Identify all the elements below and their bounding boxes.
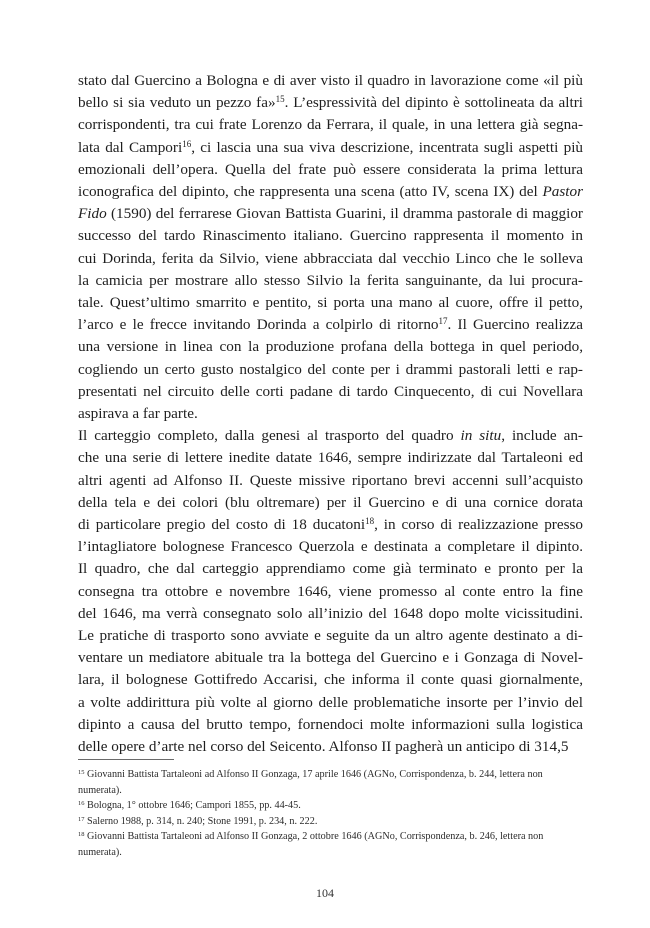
text-line: aspirava a far parte. xyxy=(78,405,198,423)
text-line: l’intagliatore bolognese Francesco Querzola e destinata a completare il dipinto. xyxy=(78,538,583,556)
text-line: cogliendo un certo gusto nostalgico del conte per i drammi pastorali letti e rap- xyxy=(78,360,583,378)
text-line: a volte addirittura più volte al giorno delle problematiche insorte per l’invio del xyxy=(78,693,583,711)
footnote xyxy=(78,798,583,814)
text-line: bello si sia veduto un pezzo fa»$^{15}$. L’espressività del dipinto è sottolineata da altri xyxy=(78,94,583,112)
footnotes xyxy=(78,767,583,861)
paragraph xyxy=(78,70,583,425)
footnote-text: Giovanni Battista Tartaleoni ad Alfonso II Gonzaga, 2 ottobre 1646 (AGNo, Corrispondenza, b. 246, lettera non numerata). xyxy=(78,831,544,858)
footnote-number: 15 xyxy=(78,769,85,776)
text-line: Fido (1590) del ferrarese Giovan Battista Guarini, il dramma pastorale di maggior xyxy=(78,205,583,223)
text-line: iconografica del dipinto, che rappresenta una scena (atto IV, scena IX) del Pastor xyxy=(78,183,583,201)
footnote xyxy=(78,767,583,798)
text-line: emozionali dell’opera. Quella del frate può essere considerata la prima lettura xyxy=(78,160,583,178)
text-line: successo del tardo Rinascimento italiano. Guercino rappresenta il momento in xyxy=(78,227,583,245)
text-line: altri agenti ad Alfonso II. Queste missive riportano brevi accenni sull’acquisto xyxy=(78,471,583,489)
text-line: dipinto a causa del brutto tempo, fornendoci molte informazioni sulla logistica xyxy=(78,715,583,733)
page-number: 104 xyxy=(316,886,334,900)
footnote-divider xyxy=(78,759,174,760)
footnote-reference: 16 xyxy=(182,138,192,149)
text-line: presentati nel circuito delle corti padane di tardo Cinquecento, di cui Novellara xyxy=(78,382,583,400)
text-line: tale. Quest’ultimo smarrito e pentito, si porta una mano al cuore, offre il petto, xyxy=(78,294,583,312)
italic-text: Fido xyxy=(78,205,107,223)
text-line: l’arco e le frecce invitando Dorinda a colpirlo di ritorno$^{17}$. Il Guercino realizza xyxy=(78,316,583,334)
footnote-text: Bologna, 1° ottobre 1646; Campori 1855, pp. 44-45. xyxy=(84,800,301,812)
footnote xyxy=(78,814,583,830)
text-line: lata dal Campori$^{16}$, ci lascia una sua viva descrizione, incentrata sugli aspetti più xyxy=(78,138,584,156)
text-line: Le pratiche di trasporto sono avviate e seguite da un altro agente destinato a di- xyxy=(78,627,583,645)
text-line: la camicia per mostrare allo stesso Silvio la ferita sanguinante, da lui procura- xyxy=(78,271,583,289)
text-line: cui Dorinda, ferita da Silvio, viene abbracciata dal vecchio Linco che le solleva xyxy=(78,249,583,267)
text-line: lara, il bolognese Gottifredo Accarisi, che informa il conte quasi giornalmente, xyxy=(78,671,583,689)
text-line: stato dal Guercino a Bologna e di aver visto il quadro in lavorazione come «il più xyxy=(78,72,583,89)
paragraph xyxy=(78,425,583,758)
text-line: delle opere d’arte nel corso del Seicento. Alfonso II pagherà un anticipo di 314,5 xyxy=(78,738,569,756)
footnote-reference: 15 xyxy=(275,94,285,105)
footnote-text: Salerno 1988, p. 314, n. 240; Stone 1991, p. 234, n. 222. xyxy=(84,815,318,827)
text-line: una versione in linea con la produzione profana della bottega in quel periodo, xyxy=(78,338,583,356)
footnote xyxy=(78,829,583,860)
text-line: ventare un mediatore abituale tra la bottega del Guercino e i Gonzaga di Novel- xyxy=(78,649,583,667)
footnote-text: Giovanni Battista Tartaleoni ad Alfonso II Gonzaga, 17 aprile 1646 (AGNo, Corrispondenza, b. 244, lettera non numerata). xyxy=(78,769,543,796)
footnote-reference: 17 xyxy=(438,316,448,327)
italic-text: in situ xyxy=(460,427,502,445)
italic-text: Pastor xyxy=(542,183,583,201)
text-line: della tela e dei colori (blu oltremare) per il Guercino e di una cornice dorata xyxy=(78,493,583,511)
text-line: Il carteggio completo, dalla genesi al trasporto del quadro in situ, include an- xyxy=(78,427,583,445)
text-line: che una serie di lettere inedite datate 1646, sempre indirizzate dal Tartaleoni ed xyxy=(78,449,583,467)
footnote-number: 18 xyxy=(78,831,85,839)
text-line: Il quadro, che dal carteggio apprendiamo come già terminato e pronto per la xyxy=(78,560,583,578)
text-line: corrispondenti, tra cui frate Lorenzo da Ferrara, il quale, in una lettera già segna- xyxy=(78,116,583,134)
footnote-number: 16 xyxy=(78,800,85,808)
text-line: di particolare pregio del costo di 18 ducatoni$^{18}$, in corso di realizzazione presso xyxy=(78,516,583,534)
main-text xyxy=(78,70,583,758)
text-line: consegna tra ottobre e novembre 1646, viene promesso al conte entro la fine xyxy=(78,582,583,600)
footnote-reference: 18 xyxy=(365,516,375,527)
footnote-number: 17 xyxy=(78,815,85,823)
text-line: del 1646, ma verrà consegnato solo all’inizio del 1648 dopo molte vicissitudini. xyxy=(78,604,583,622)
